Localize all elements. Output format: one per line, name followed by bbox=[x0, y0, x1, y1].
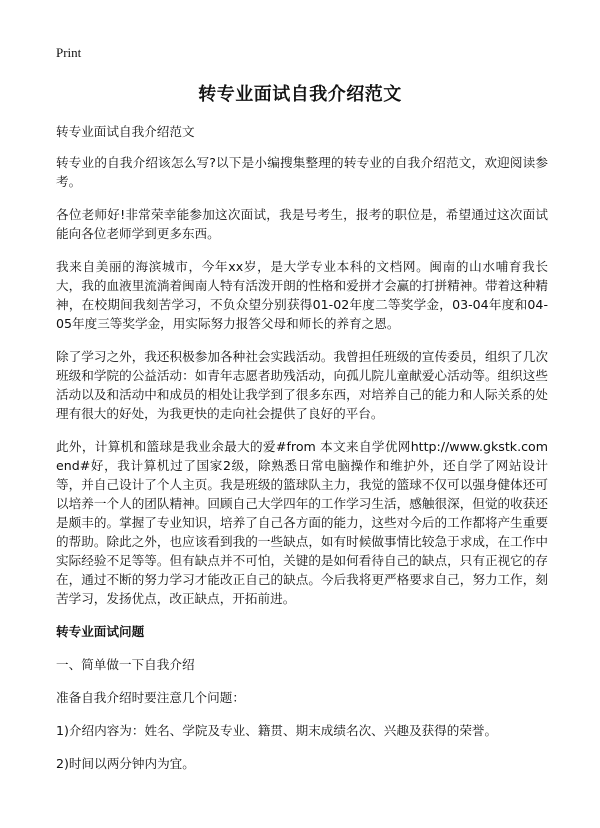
list-item: 2)时间以两分钟内为宜。 bbox=[56, 756, 195, 771]
section-heading: 转专业面试问题 bbox=[56, 624, 145, 639]
paragraph-greeting: 各位老师好!非常荣幸能参加这次面试，我是号考生，报考的职位是，希望通过这次面试能向各位老师学到更多东西。 bbox=[56, 207, 548, 241]
print-link[interactable]: Print bbox=[56, 45, 82, 60]
article-subtitle: 转专业面试自我介绍范文 bbox=[56, 124, 195, 139]
paragraph-intro: 转专业的自我介绍该怎么写?以下是小编搜集整理的转专业的自我介绍范文，欢迎阅读参考。 bbox=[56, 155, 548, 189]
question-heading: 一、简单做一下自我介绍 bbox=[56, 657, 195, 672]
paragraph-hobbies: 此外，计算机和篮球是我业余最大的爱#from 本文来自学优网http://www.gkstk.com end#好，我计算机过了国家2级，除熟悉日常电脑操作和维护外，还自学了网站设计等，并自己设计了个人主页。我是班级的篮球队主力，我觉的篮球不仅可以强身健体还可以培养一个人的团队精神。回顾自己大学四年的工作学习生活，感触很深，但觉的收获还是颇丰的。掌握了专业知识，培养了自己各方面的能力，这些对今后的工作都将产生重要的帮助。除此之外，也应该看到我的一些缺点，如有时候做事情比较急于求成，在工作中实际经验不足等等。但有缺点并不可怕，关键的是如何看待自己的缺点，只有正视它的存在，通过不断的努力学习才能改正自己的缺点。今后我将更严格要求自己，努力工作，刻苦学习，发扬优点，改正缺点，开拓前进。 bbox=[56, 439, 548, 606]
paragraph-activities: 除了学习之外，我还积极参加各种社会实践活动。我曾担任班级的宣传委员，组织了几次班级和学院的公益活动：如青年志愿者助残活动，向孤儿院儿童献爱心活动等。组织这些活动以及和活动中和成员的相处让我学到了很多东西，对培养自己的能力和人际关系的处理有很大的好处，为我更快的走向社会提供了良好的平台。 bbox=[56, 349, 548, 421]
paragraph-background: 我来自美丽的海滨城市，今年xx岁，是大学专业本科的文档网。闽南的山水哺育我长大，我的血液里流淌着闽南人特有活泼开朗的性格和爱拼才会赢的打拼精神。带着这种精神，在校期间我刻苦学习，不负众望分别获得01-02年度二等奖学金，03-04年度和04-05年度三等奖学金，用实际努力报答父母和师长的养育之恩。 bbox=[56, 259, 548, 331]
intro-note: 准备自我介绍时要注意几个问题： bbox=[56, 690, 245, 705]
page-title: 转专业面试自我介绍范文 bbox=[198, 84, 402, 105]
list-item: 1)介绍内容为：姓名、学院及专业、籍贯、期末成绩名次、兴趣及获得的荣誉。 bbox=[56, 723, 498, 738]
article-body bbox=[56, 122, 548, 787]
